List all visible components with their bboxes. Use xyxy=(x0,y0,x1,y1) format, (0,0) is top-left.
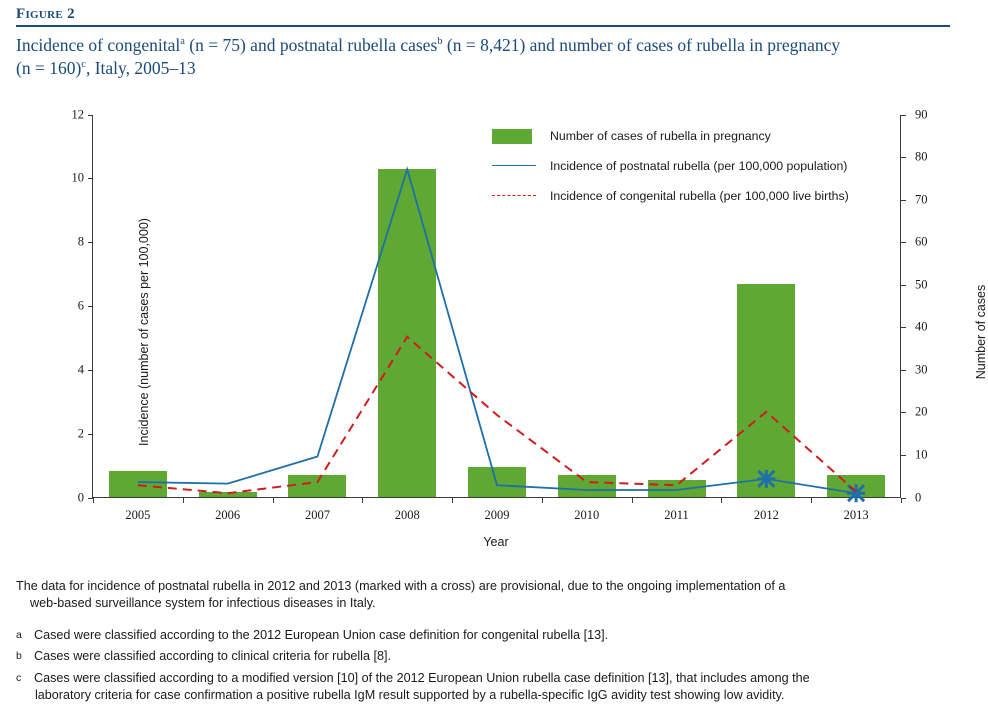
x-tick-label: 2010 xyxy=(574,507,600,522)
y-tick-right xyxy=(901,412,906,413)
footnote-ref-c: c xyxy=(81,59,86,71)
note-provisional-line2: web-based surveillance system for infectious diseases in Italy. xyxy=(30,596,376,611)
x-tick xyxy=(183,498,184,503)
footnote-c-text xyxy=(34,670,946,705)
y-tick-label-right: 0 xyxy=(915,490,922,505)
legend-key-bar xyxy=(492,127,538,145)
legend-label-postnatal: Incidence of postnatal rubella (per 100,000 population) xyxy=(550,158,848,173)
x-tick xyxy=(901,498,902,503)
y-tick-right xyxy=(901,455,906,456)
y-tick-label-right: 50 xyxy=(915,277,928,292)
x-tick xyxy=(811,498,812,503)
y-tick-label-right: 70 xyxy=(915,192,928,207)
legend-key-line-dashed xyxy=(492,187,538,205)
chart xyxy=(14,97,988,567)
footnote-b xyxy=(16,648,946,665)
footnote-ref-b: b xyxy=(437,36,443,48)
footnote-b-mark: b xyxy=(16,650,22,663)
x-axis-title: Year xyxy=(483,534,509,549)
note-provisional-line1: The data for incidence of postnatal rubella in 2012 and 2013 (marked with a cross) are provisional, due to the ongoing implementation of a xyxy=(16,579,786,593)
note-provisional xyxy=(16,578,946,613)
y-tick-right xyxy=(901,242,906,243)
header-divider xyxy=(16,25,950,27)
y-axis-title-right: Number of cases xyxy=(974,284,988,379)
y-tick-right xyxy=(901,370,906,371)
figure-title-part5: , Italy, 2005–13 xyxy=(85,58,196,79)
footnote-b-text: Cases were classified according to clinical criteria for rubella [8]. xyxy=(34,649,391,664)
figure-title-part1: Incidence of congenital xyxy=(16,35,181,55)
x-tick xyxy=(721,498,722,503)
x-tick-label: 2005 xyxy=(125,507,151,522)
x-tick-label: 2009 xyxy=(484,507,510,522)
y-tick-label-left: 6 xyxy=(77,298,84,313)
figure-title-part4: (n = 160) xyxy=(16,58,82,79)
footnote-c-line1: Cases were classified according to a modified version [10] of the 2012 European Union rubella case definition [13], that includes among the xyxy=(34,670,810,685)
y-tick-label-left: 4 xyxy=(77,362,84,377)
x-tick xyxy=(542,498,543,503)
x-tick-label: 2013 xyxy=(843,507,869,522)
figure-title xyxy=(14,34,941,81)
y-tick-right xyxy=(901,285,906,286)
y-axis-title-left: Incidence (number of cases per 100,000) xyxy=(136,217,151,446)
figure-title-part2: (n = 75) and postnatal rubella cases xyxy=(184,35,438,55)
footnote-a-mark: a xyxy=(16,628,22,641)
y-tick-label-left: 2 xyxy=(77,426,84,441)
x-tick xyxy=(632,498,633,503)
line-path xyxy=(138,169,856,493)
y-tick-label-left: 8 xyxy=(77,234,84,249)
x-tick xyxy=(93,498,94,503)
x-tick xyxy=(273,498,274,503)
y-tick-label-right: 30 xyxy=(915,362,928,377)
legend-item-congenital xyxy=(492,181,922,211)
figure-label: Figure 2 xyxy=(16,6,75,22)
y-tick-label-right: 80 xyxy=(915,149,928,164)
figure-title-part3: (n = 8,421) and number of cases of rubella in pregnancy xyxy=(442,35,841,55)
footnote-c-line2: laboratory criteria for case confirmation a positive rubella IgM result supported by a rubella-specific IgG avidity test showing low avidity. xyxy=(35,687,785,702)
x-tick xyxy=(362,498,363,503)
y-tick-label-right: 60 xyxy=(915,234,928,249)
footnote-a xyxy=(16,627,946,644)
x-tick xyxy=(452,498,453,503)
x-tick-label: 2006 xyxy=(215,507,241,522)
y-tick-label-right: 40 xyxy=(915,319,928,334)
y-tick-right xyxy=(901,115,906,116)
line-path xyxy=(138,336,856,492)
figure-notes xyxy=(16,578,946,708)
footnote-c-mark: c xyxy=(16,671,22,684)
legend-item-bars xyxy=(492,121,922,151)
legend-key-line-solid xyxy=(492,157,538,175)
y-tick-label-right: 90 xyxy=(915,107,928,122)
footnote-a-text: Cased were classified according to the 2012 European Union case definition for congenital rubella [13]. xyxy=(34,627,609,642)
footnote-c xyxy=(16,670,946,705)
y-tick-label-left: 0 xyxy=(77,490,84,505)
x-tick-label: 2011 xyxy=(664,507,689,522)
y-tick-label-left: 12 xyxy=(71,107,84,122)
x-tick-label: 2012 xyxy=(753,507,779,522)
legend-label-congenital: Incidence of congenital rubella (per 100,000 live births) xyxy=(550,188,849,203)
y-tick-label-right: 20 xyxy=(915,404,928,419)
legend xyxy=(492,121,922,211)
y-tick-right xyxy=(901,327,906,328)
legend-label-bars: Number of cases of rubella in pregnancy xyxy=(550,128,771,143)
x-tick-label: 2007 xyxy=(304,507,330,522)
y-tick-label-left: 10 xyxy=(71,170,84,185)
y-tick-label-right: 10 xyxy=(915,447,928,462)
footnote-ref-a: a xyxy=(180,36,185,48)
x-tick-label: 2008 xyxy=(394,507,420,522)
legend-item-postnatal xyxy=(492,151,922,181)
cross-marker xyxy=(757,469,775,487)
